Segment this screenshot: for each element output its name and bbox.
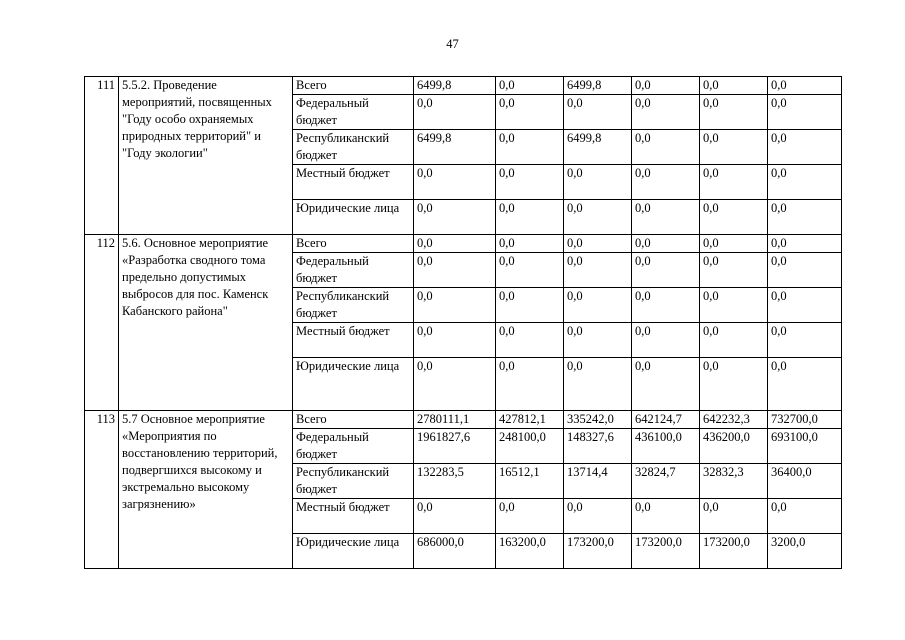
funding-value: 173200,0 [632, 534, 700, 569]
funding-value: 0,0 [700, 77, 768, 95]
funding-value: 0,0 [564, 235, 632, 253]
funding-value: 0,0 [496, 358, 564, 411]
funding-value: 642232,3 [700, 411, 768, 429]
funding-value: 0,0 [496, 288, 564, 323]
funding-value: 0,0 [564, 165, 632, 200]
funding-value: 0,0 [632, 165, 700, 200]
funding-source: Федеральный бюджет [293, 429, 414, 464]
funding-value: 0,0 [768, 130, 842, 165]
row-number: 112 [85, 235, 119, 411]
budget-table [84, 76, 842, 569]
table-row [85, 411, 842, 429]
funding-source: Всего [293, 77, 414, 95]
funding-value: 148327,6 [564, 429, 632, 464]
funding-value: 0,0 [700, 499, 768, 534]
funding-source: Федеральный бюджет [293, 95, 414, 130]
funding-value: 0,0 [632, 130, 700, 165]
funding-value: 173200,0 [564, 534, 632, 569]
funding-value: 2780111,1 [414, 411, 496, 429]
funding-value: 6499,8 [414, 77, 496, 95]
funding-value: 32824,7 [632, 464, 700, 499]
funding-source: Федеральный бюджет [293, 253, 414, 288]
funding-value: 0,0 [768, 77, 842, 95]
funding-value: 0,0 [414, 165, 496, 200]
funding-value: 32832,3 [700, 464, 768, 499]
funding-value: 0,0 [414, 499, 496, 534]
funding-value: 0,0 [700, 200, 768, 235]
funding-source: Юридические лица [293, 358, 414, 411]
funding-source: Республиканский бюджет [293, 464, 414, 499]
funding-value: 0,0 [700, 323, 768, 358]
row-number: 111 [85, 77, 119, 235]
funding-value: 335242,0 [564, 411, 632, 429]
funding-value: 0,0 [496, 235, 564, 253]
funding-value: 732700,0 [768, 411, 842, 429]
funding-value: 0,0 [564, 95, 632, 130]
funding-value: 0,0 [632, 200, 700, 235]
funding-value: 0,0 [414, 288, 496, 323]
funding-value: 0,0 [414, 95, 496, 130]
funding-value: 173200,0 [700, 534, 768, 569]
funding-value: 0,0 [700, 130, 768, 165]
funding-value: 0,0 [564, 253, 632, 288]
funding-value: 6499,8 [414, 130, 496, 165]
funding-source: Местный бюджет [293, 323, 414, 358]
funding-value: 13714,4 [564, 464, 632, 499]
funding-value: 0,0 [564, 358, 632, 411]
funding-value: 0,0 [564, 288, 632, 323]
funding-value: 0,0 [632, 358, 700, 411]
funding-value: 642124,7 [632, 411, 700, 429]
funding-source: Местный бюджет [293, 165, 414, 200]
funding-source: Местный бюджет [293, 499, 414, 534]
funding-value: 436100,0 [632, 429, 700, 464]
funding-value: 0,0 [496, 253, 564, 288]
funding-value: 0,0 [632, 95, 700, 130]
funding-value: 0,0 [768, 288, 842, 323]
funding-value: 0,0 [700, 235, 768, 253]
funding-value: 0,0 [414, 358, 496, 411]
funding-value: 0,0 [768, 499, 842, 534]
funding-value: 0,0 [414, 200, 496, 235]
funding-value: 0,0 [700, 253, 768, 288]
funding-value: 0,0 [768, 235, 842, 253]
table-row [85, 77, 842, 95]
funding-source: Юридические лица [293, 200, 414, 235]
funding-value: 0,0 [496, 200, 564, 235]
funding-value: 0,0 [768, 95, 842, 130]
funding-value: 0,0 [632, 288, 700, 323]
funding-value: 0,0 [564, 200, 632, 235]
funding-value: 0,0 [632, 323, 700, 358]
funding-value: 0,0 [414, 253, 496, 288]
funding-value: 163200,0 [496, 534, 564, 569]
funding-value: 0,0 [632, 253, 700, 288]
funding-value: 0,0 [496, 165, 564, 200]
funding-value: 132283,5 [414, 464, 496, 499]
funding-value: 36400,0 [768, 464, 842, 499]
funding-value: 0,0 [564, 499, 632, 534]
funding-value: 0,0 [768, 200, 842, 235]
page-number: 47 [446, 37, 459, 51]
funding-value: 0,0 [496, 77, 564, 95]
funding-value: 686000,0 [414, 534, 496, 569]
funding-value: 0,0 [768, 323, 842, 358]
activity-description: 5.5.2. Проведение мероприятий, посвященных "Году особо охраняемых природных территорий" и "Году экологии" [119, 77, 293, 235]
funding-value: 0,0 [632, 77, 700, 95]
funding-source: Республиканский бюджет [293, 130, 414, 165]
funding-value: 0,0 [414, 235, 496, 253]
funding-value: 0,0 [700, 288, 768, 323]
funding-value: 0,0 [564, 323, 632, 358]
funding-source: Республиканский бюджет [293, 288, 414, 323]
funding-value: 0,0 [768, 253, 842, 288]
funding-source: Юридические лица [293, 534, 414, 569]
table-row [85, 235, 842, 253]
funding-value: 0,0 [496, 95, 564, 130]
funding-value: 0,0 [414, 323, 496, 358]
funding-value: 0,0 [700, 358, 768, 411]
funding-source: Всего [293, 411, 414, 429]
funding-value: 0,0 [768, 165, 842, 200]
funding-value: 16512,1 [496, 464, 564, 499]
funding-value: 0,0 [496, 130, 564, 165]
funding-value: 0,0 [496, 323, 564, 358]
activity-description: 5.7 Основное мероприятие «Мероприятия по восстановлению территорий, подвергшихся высокому и экстремально высокому загрязнению» [119, 411, 293, 569]
funding-value: 0,0 [632, 235, 700, 253]
funding-source: Всего [293, 235, 414, 253]
funding-value: 0,0 [700, 165, 768, 200]
funding-value: 0,0 [496, 499, 564, 534]
funding-value: 6499,8 [564, 77, 632, 95]
funding-value: 436200,0 [700, 429, 768, 464]
row-number: 113 [85, 411, 119, 569]
funding-value: 693100,0 [768, 429, 842, 464]
funding-value: 6499,8 [564, 130, 632, 165]
funding-value: 248100,0 [496, 429, 564, 464]
funding-value: 1961827,6 [414, 429, 496, 464]
activity-description: 5.6. Основное мероприятие «Разработка сводного тома предельно допустимых выбросов для пос. Каменск Кабанского района" [119, 235, 293, 411]
funding-value: 0,0 [700, 95, 768, 130]
funding-value: 0,0 [768, 358, 842, 411]
funding-value: 3200,0 [768, 534, 842, 569]
funding-value: 0,0 [632, 499, 700, 534]
funding-value: 427812,1 [496, 411, 564, 429]
